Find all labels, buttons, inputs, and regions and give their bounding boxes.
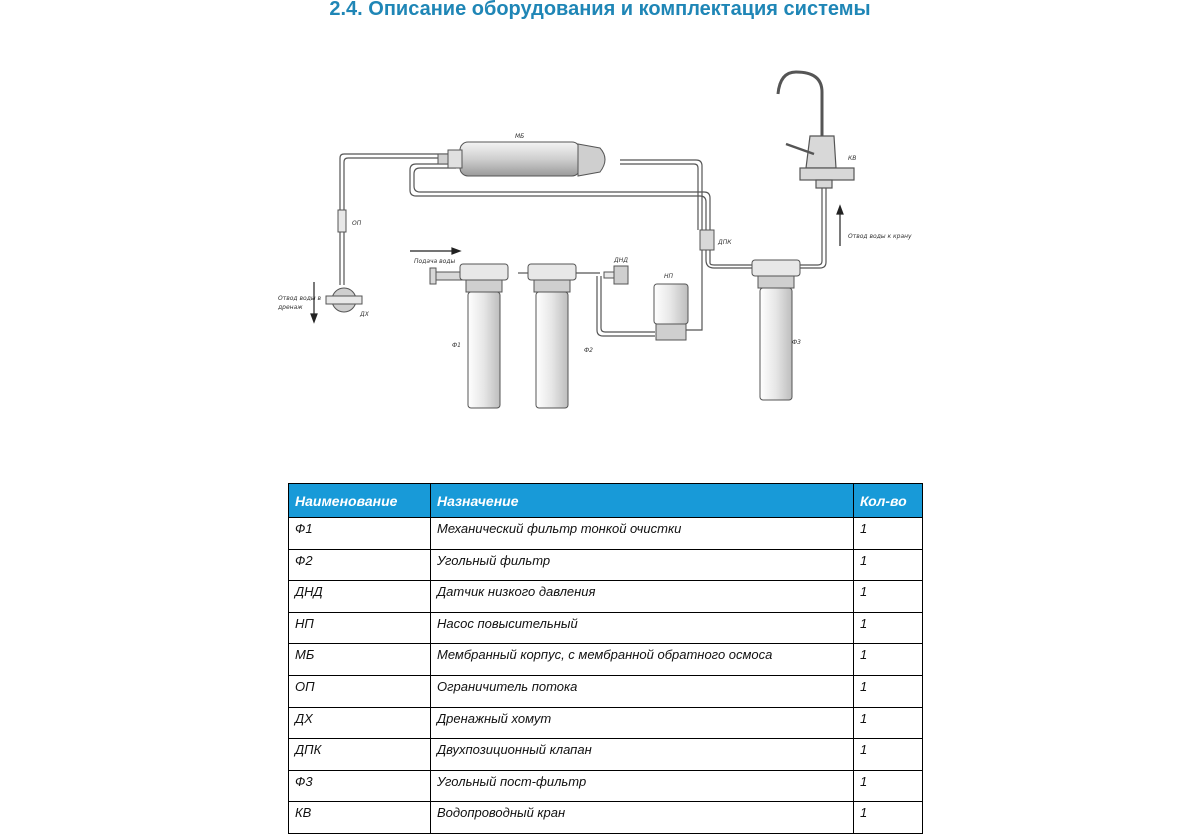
system-diagram — [270, 60, 950, 420]
label-dpk: ДПК — [718, 239, 732, 246]
cell-purpose: Водопроводный кран — [431, 802, 854, 834]
table-row — [289, 581, 923, 613]
cell-purpose: Ограничитель потока — [431, 675, 854, 707]
header-name: Наименование — [289, 484, 431, 518]
cell-name: МБ — [289, 644, 431, 676]
cell-name: ДПК — [289, 739, 431, 771]
cell-name: ОП — [289, 675, 431, 707]
label-kv: КВ — [848, 155, 857, 162]
cell-qty: 1 — [854, 802, 923, 834]
cell-name: ДХ — [289, 707, 431, 739]
cell-name: НП — [289, 612, 431, 644]
label-to-tap: Отвод воды к крану — [848, 233, 912, 240]
header-qty: Кол-во — [854, 484, 923, 518]
faucet — [778, 72, 857, 188]
label-mb: МБ — [515, 133, 525, 140]
cell-purpose: Датчик низкого давления — [431, 581, 854, 613]
flow-restrictor — [338, 210, 346, 232]
table-row — [289, 612, 923, 644]
label-f1: Ф1 — [452, 342, 461, 349]
components-table — [288, 483, 923, 834]
cell-qty: 1 — [854, 581, 923, 613]
booster-pump — [654, 284, 688, 340]
two-position-valve — [700, 230, 714, 250]
label-op: ОП — [352, 220, 362, 227]
filter-f1 — [460, 264, 508, 408]
label-f3: Ф3 — [792, 339, 801, 346]
label-np: НП — [664, 273, 674, 280]
header-purpose: Назначение — [431, 484, 854, 518]
cell-qty: 1 — [854, 770, 923, 802]
cell-purpose: Двухпозиционный клапан — [431, 739, 854, 771]
cell-name: Ф2 — [289, 549, 431, 581]
table-row — [289, 675, 923, 707]
table-row — [289, 770, 923, 802]
label-dnd: ДНД — [614, 257, 628, 264]
cell-purpose: Механический фильтр тонкой очистки — [431, 518, 854, 550]
table-row — [289, 549, 923, 581]
drain-saddle — [326, 288, 362, 312]
cell-qty: 1 — [854, 739, 923, 771]
cell-qty: 1 — [854, 707, 923, 739]
inlet-valve — [430, 268, 462, 284]
table-row — [289, 644, 923, 676]
table-row — [289, 802, 923, 834]
label-supply: Подача воды — [414, 258, 456, 265]
page-title: 2.4. Описание оборудования и комплектация системы — [329, 0, 871, 20]
table-row — [289, 518, 923, 550]
table-header-row — [289, 484, 923, 518]
label-dh: ДХ — [360, 311, 369, 318]
cell-name: ДНД — [289, 581, 431, 613]
cell-name: КВ — [289, 802, 431, 834]
cell-qty: 1 — [854, 675, 923, 707]
label-f2: Ф2 — [584, 347, 593, 354]
filter-f3 — [752, 260, 800, 400]
cell-qty: 1 — [854, 644, 923, 676]
filter-f2 — [528, 264, 576, 408]
cell-qty: 1 — [854, 612, 923, 644]
table-row — [289, 707, 923, 739]
cell-qty: 1 — [854, 518, 923, 550]
cell-purpose: Дренажный хомут — [431, 707, 854, 739]
cell-qty: 1 — [854, 549, 923, 581]
cell-purpose: Угольный пост-фильтр — [431, 770, 854, 802]
cell-purpose: Угольный фильтр — [431, 549, 854, 581]
label-drain-2: дренаж — [278, 304, 303, 311]
cell-purpose: Насос повысительный — [431, 612, 854, 644]
cell-name: Ф1 — [289, 518, 431, 550]
cell-name: Ф3 — [289, 770, 431, 802]
tube-permeate — [620, 160, 702, 230]
label-drain-1: Отвод воды в — [278, 295, 322, 302]
table-row — [289, 739, 923, 771]
membrane-housing — [438, 142, 605, 176]
cell-purpose: Мембранный корпус, с мембранной обратного осмоса — [431, 644, 854, 676]
low-pressure-sensor — [604, 266, 628, 284]
